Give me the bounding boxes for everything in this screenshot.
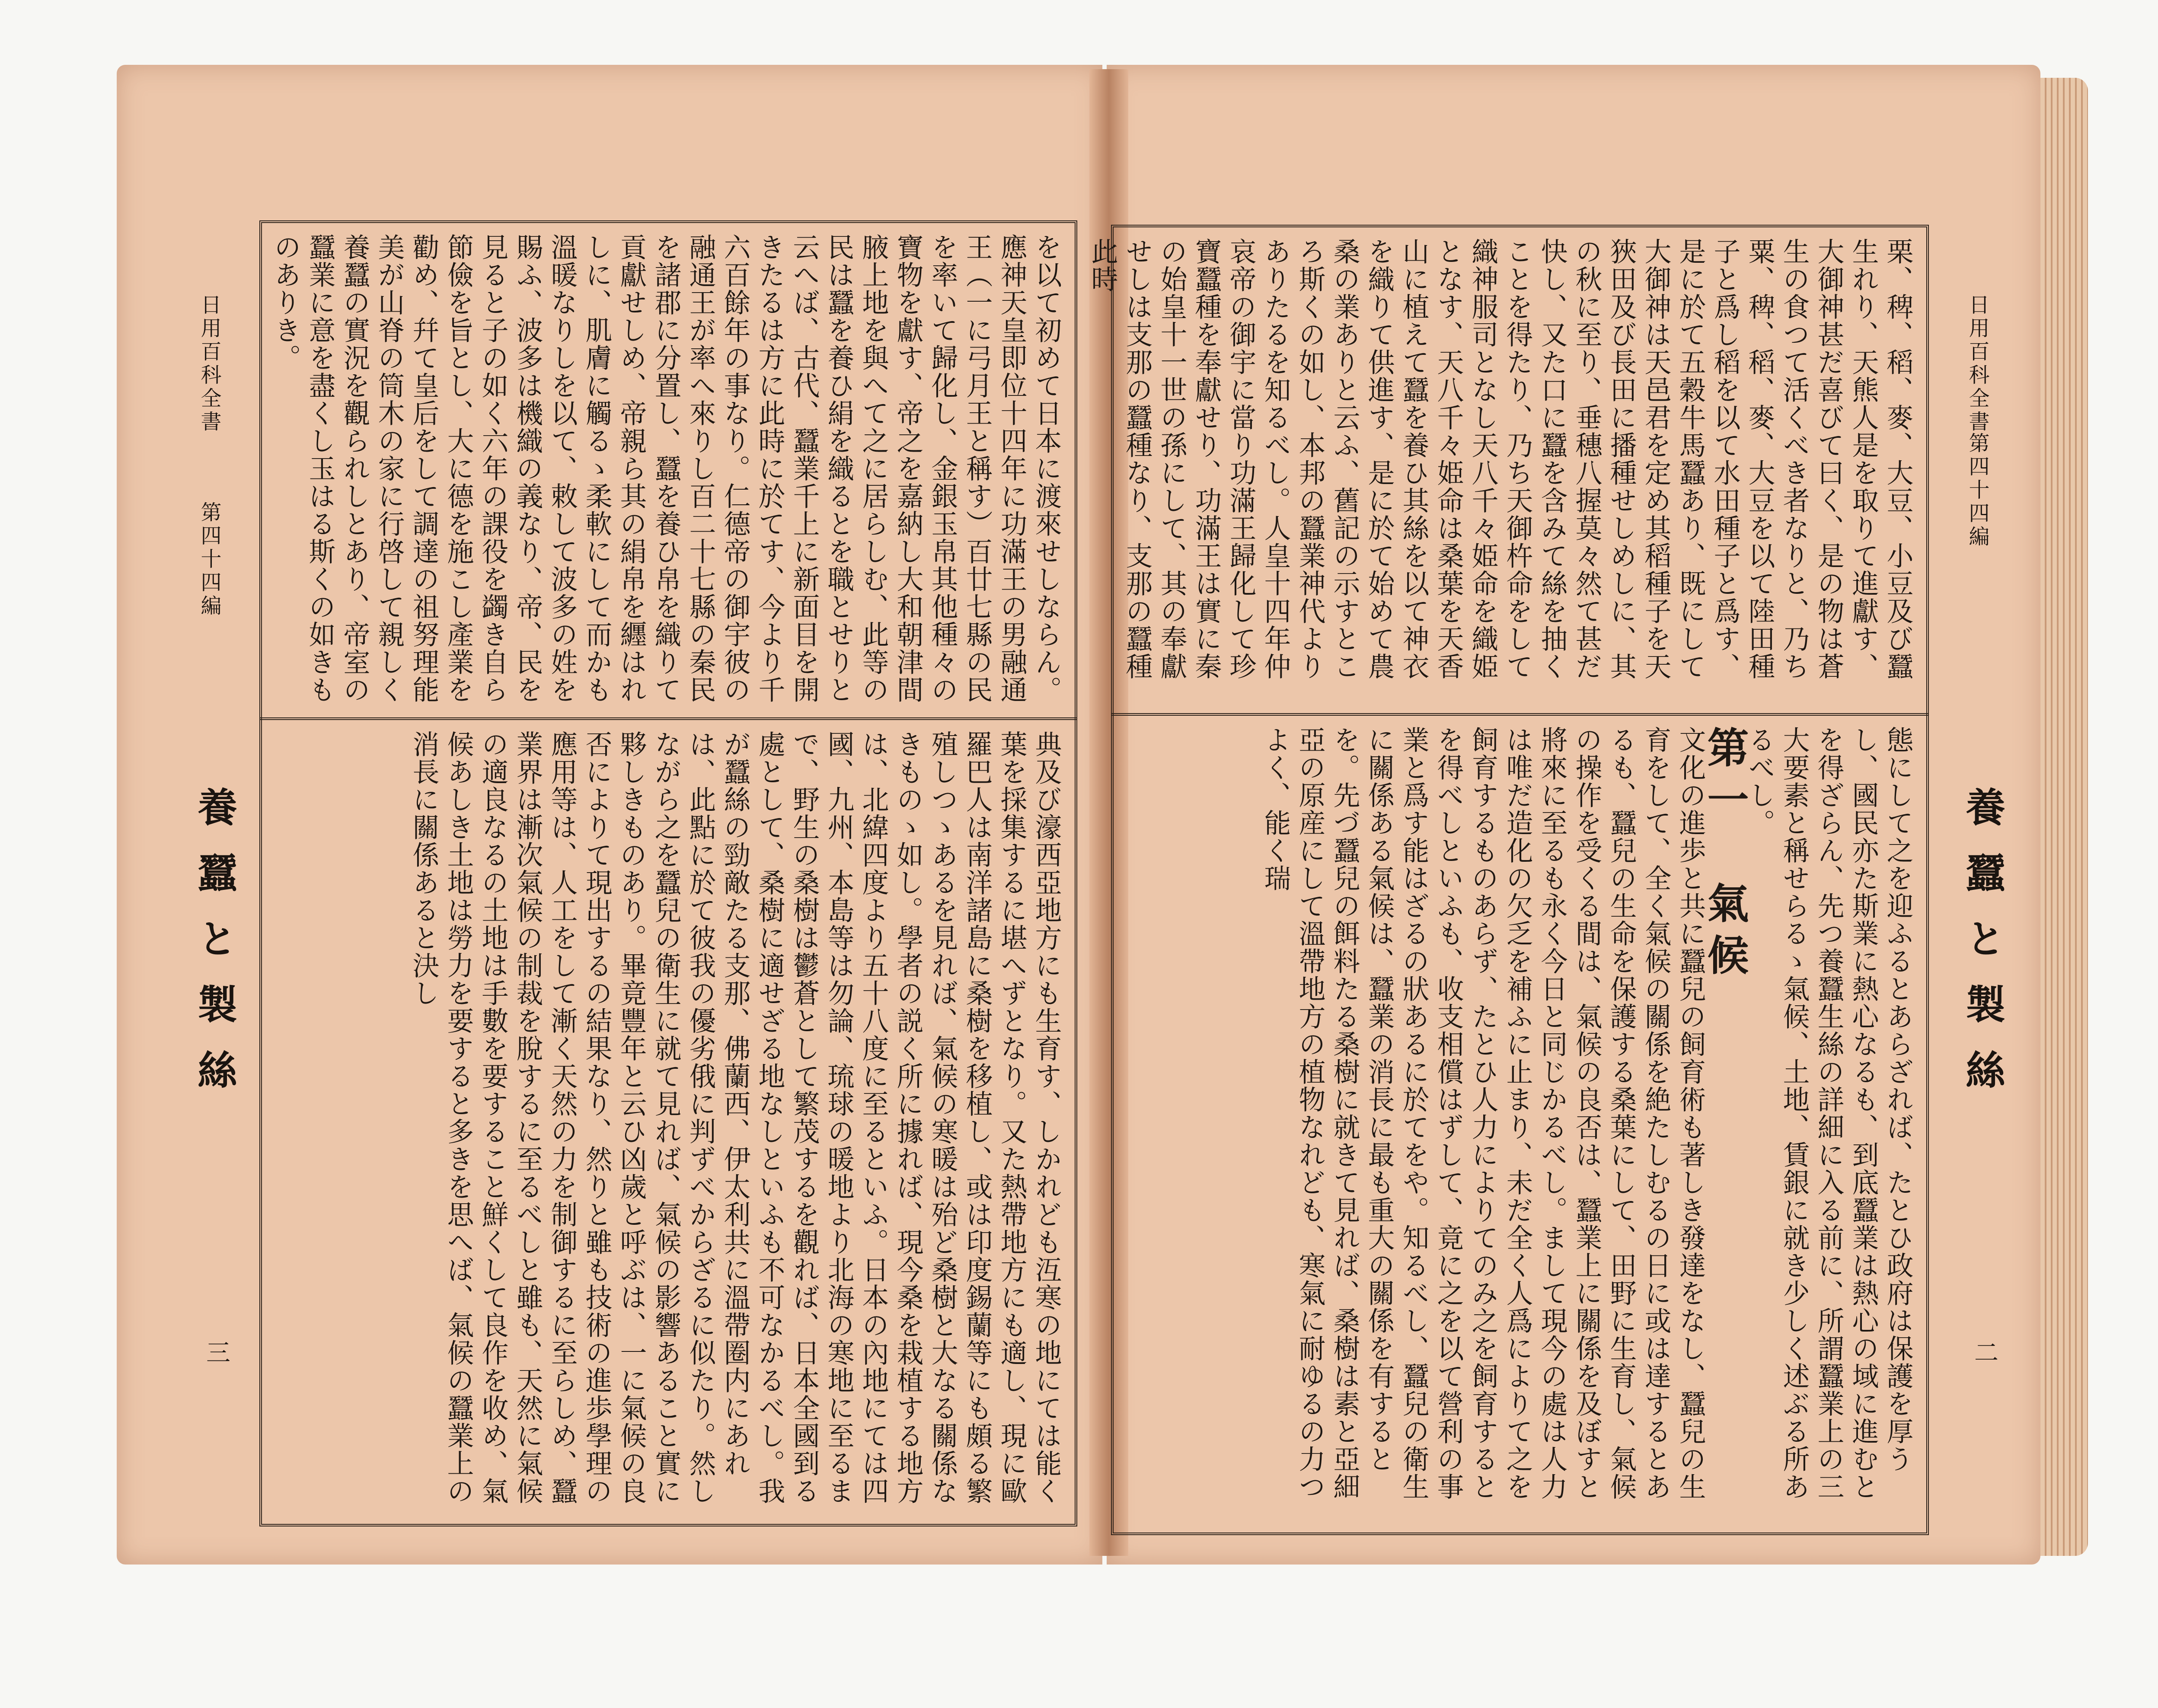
left-divider bbox=[259, 717, 1077, 720]
section-heading-climate: 第一 氣候 bbox=[1701, 726, 1749, 985]
left-page-number: 三 bbox=[202, 1340, 230, 1364]
right-running-header: 日用百科全書 bbox=[1965, 294, 1989, 434]
left-lower-paragraph: 典及び濠西亞地方にも生育す、しかれども沍寒の地にては能く葉を採集するに堪へずとなり。又た熱帶地方にも適し、現に歐羅巴人は南洋諸島に桑樹を移植し、或は印度錫蘭等にも頗る繁殖しつゝあるを見れば、氣候の寒暖は殆ど桑樹と大なる關係なきものゝ如し。學者の説く所に據れば、現今桑を栽植する地方は、北緯四度より五十八度に至るといふ。日本の內地にては四國、九州、本島等は勿論、琉球の暖地より北海の寒地に至るまで、野生の桑樹は鬱蒼として繁茂するを觀れば、日本全國到る處として、桑樹に適せざる地なしといふも不可なかるべし。我が蠶絲の勁敵たる支那、佛蘭西、伊太利共に溫帶圈内にあれは、此點に於て彼我の優劣俄に判ずべからざるに似たり。然しながら之を蠶兒の衛生に就て見れば、氣候の影響あること實に夥しきものあり。畢竟豐年と云ひ凶歲と呼ぶは、一に氣候の良否によりて現出するの結果なり、然りと雖も技術の進歩學理の應用等は、人工をして漸く天然の力を制御するに至らしめ、蠶業界は漸次氣候の制裁を脫するに至るべしと雖も、天然に氣候の適良なるの土地は手數を要すること鮮くして良作を收め、氣候あしき土地は勞力を要すると多きを思へば、氣候の蠶業上の消長に關係あると決し bbox=[408, 730, 1062, 1505]
right-section-title: 養蠶と製絲 bbox=[1959, 787, 2006, 1115]
left-running-header: 日用百科全書 bbox=[197, 294, 221, 434]
right-divider bbox=[1111, 713, 1929, 716]
left-section-title: 養蠶と製絲 bbox=[191, 787, 238, 1115]
open-book bbox=[117, 52, 2088, 1590]
right-page-number: 二 bbox=[1970, 1340, 1998, 1364]
left-upper-paragraph: を以て初めて日本に渡來せしならん。應神天皇即位十四年に功滿王の男融通王（一に弓月王と稱す）百廿七縣の民を率いて歸化し、金銀玉帛其他種々の寶物を獻す、帝之を嘉納し大和朝津間腋上地を與へて之に居らしむ、此等の民は蠶を養ひ絹を織るとを職とせりと云へば、古代、蠶業千上に新面目を開きたるは方に此時に於てす、今より千六百餘年の事なり。仁德帝の御宇彼の融通王が率へ來りし百二十七縣の秦民を諸郡に分置し、蠶を養ひ帛を織りて貢獻せしめ、帝親ら其の絹帛を纒はれしに、肌膚に觸るゝ柔軟にして而かも溫暖なりしを以て、敕して波多の姓を賜ふ、波多は機織の義なり、帝、民を見ると子の如く六年の課役を蠲き自ら節儉を旨とし、大に德を施こし產業を勸め、幷て皇后をして調達の祖努理能美が山脊の筒木の家に行啓して親しく養蠶の實況を觀られしとあり、帝室の蠶業に意を盡くし玉はる斯くの如きものありき。 bbox=[270, 233, 1062, 704]
right-lower-body: 文化の進歩と共に蠶兒の飼育術も著しき發達をなし、蠶兒の生育をして、全く氣候の關係を絶たしむるの日に或は達するとあるも、蠶兒の生命を保護する桑葉にして、田野に生育し、氣候の操作を受くる間は、氣候の良否は、蠶業上に關係を及ぼすと將來に至るも永く今日と同じかるべし。まして現今の處は人力は唯だ造化の欠乏を補ふに止まり、未だ全く人爲によりて之を飼育するものあらず、たとひ人力によりてのみ之を飼育するとを得べしといふも、收支相償はずして、竟に之を以て營利の事業と爲す能はざるの狀あるに於てをや。知るべし、蠶兒の衛生に關係ある氣候は、蠶業の消長に最も重大の關係を有するとを。先づ蠶兒の餌料たる桑樹に就きて見れば、桑樹は素と亞細亞の原産にして溫帶地方の植物なれども、寒氣に耐ゆるの力つよく、能く瑞 bbox=[1260, 726, 1706, 1501]
right-upper-text bbox=[1087, 238, 1915, 704]
right-upper-paragraph: 栗、稗、稻、麥、大豆、小豆及び蠶生れり、天熊人是を取りて進獻す、大御神甚だ喜びて曰く、是の物は蒼生の食つて活くべき者なりと、乃ち粟、稗、稻、麥、大豆を以て陸田種子と爲し稻を以て水田種子と爲す、是に於て五穀牛馬蠶あり、既にして大御神は天邑君を定め其稻種子を天狹田及び長田に播種せしめしに、其の秋に至り、垂穗八握莫々然て甚だ快し、又た口に蠶を含みて絲を抽くことを得たり、乃ち天御杵命をして織神服司となし天八千々姫命を織姫となす、天八千々姫命は桑葉を天香山に植えて蠶を養ひ其絲を以て神衣を織りて供進す、是に於て始めて農桑の業ありと云ふ、舊記の示すところ斯くの如し、本邦の蠶業神代よりありたるを知るべし。人皇十四年仲哀帝の御宇に當り功滿王歸化して珍寶蠶種を奉獻せり、功滿王は實に秦の始皇十一世の孫にして、其の奉獻せしは支那の蠶種なり、支那の蠶種此時 bbox=[1087, 238, 1914, 680]
left-lower-text bbox=[272, 730, 1063, 1513]
left-volume-label: 第四十四編 bbox=[197, 501, 221, 618]
right-lower-intro: 態にして之を迎ふるとあらざれば、たとひ政府は保護を厚うし、國民亦た斯業に熱心なるも、到底蠶業は熱心の域に進むとを得ざらん、先つ養蠶生絲の詳細に入る前に、所謂蠶業上の三大要素と稱せらるゝ氣候、土地、賃銀に就き少しく述ぶる所あるべし。 bbox=[1744, 726, 1914, 1501]
left-upper-text bbox=[272, 233, 1063, 709]
right-volume-label: 第四十四編 bbox=[1965, 432, 1989, 549]
page-edges bbox=[2040, 78, 2088, 1556]
right-lower-text bbox=[1124, 726, 1915, 1521]
